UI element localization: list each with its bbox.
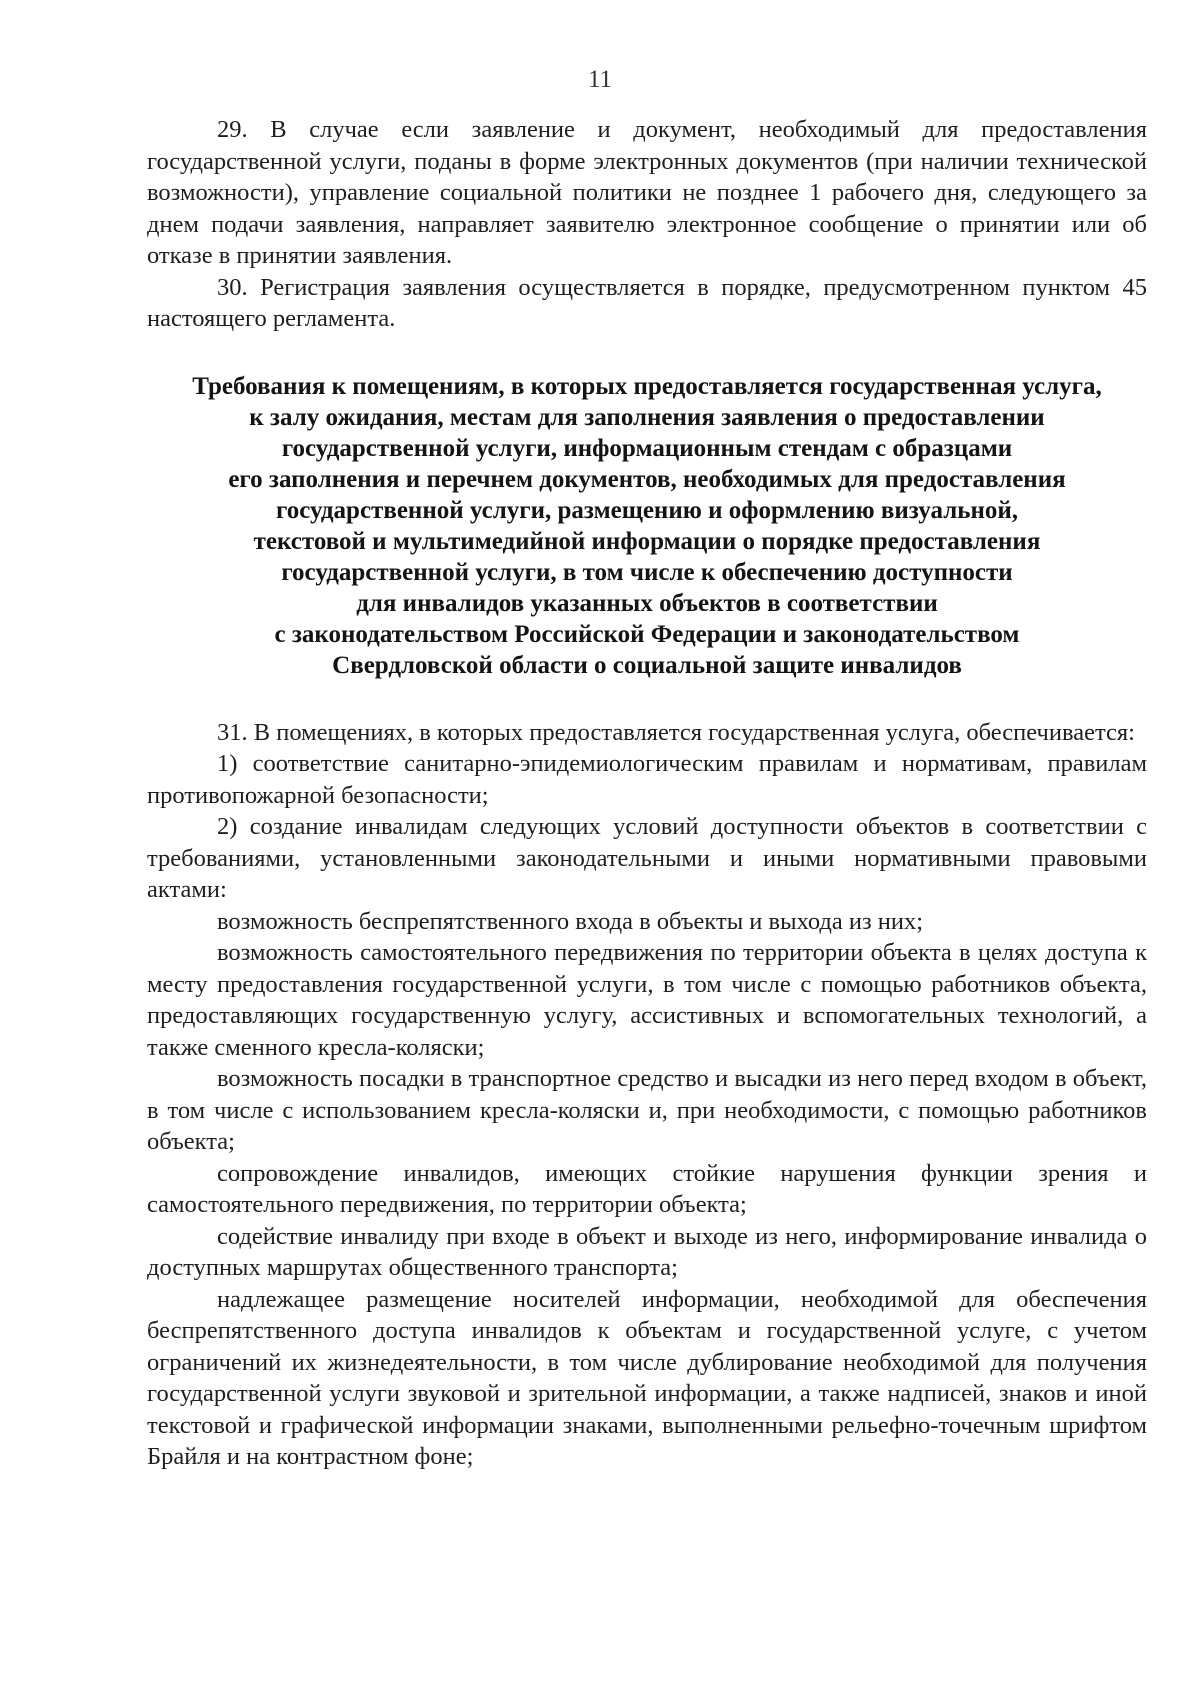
section-heading-line: для инвалидов указанных объектов в соответствии bbox=[356, 589, 938, 617]
accessibility-item: возможность беспрепятственного входа в объекты и выхода из них; bbox=[217, 907, 924, 935]
paragraph-29: 29. В случае если заявление и документ, необходимый для предоставления государственной услуги, поданы в форме электронных документов (при наличии технической возможности), управление социальной политики не позднее 1 рабочего дня, следующего за днем подачи заявления, направляет заявителю электронное сообщение о принятии или об отказе в принятии заявления. bbox=[147, 116, 1147, 269]
paragraph-30: 30. Регистрация заявления осуществляется в порядке, предусмотренном пунктом 45 настоящего регламента. bbox=[147, 273, 1147, 332]
list-item-1: 1) соответствие санитарно-эпидемиологическим правилам и нормативам, правилам противопожарной безопасности; bbox=[147, 750, 1147, 809]
section-heading-line: его заполнения и перечнем документов, необходимых для предоставления bbox=[228, 465, 1066, 493]
section-heading-line: государственной услуги, в том числе к обеспечению доступности bbox=[281, 558, 1013, 586]
paragraph-31: 31. В помещениях, в которых предоставляется государственная услуга, обеспечивается: bbox=[217, 718, 1135, 746]
section-heading-line: Свердловской области о социальной защите инвалидов bbox=[332, 651, 962, 679]
section-heading-line: с законодательством Российской Федерации и законодательством bbox=[274, 620, 1020, 648]
section-heading-line: текстовой и мультимедийной информации о порядке предоставления bbox=[253, 527, 1041, 555]
accessibility-item: сопровождение инвалидов, имеющих стойкие нарушения функции зрения и самостоятельного передвижения, по территории объекта; bbox=[147, 1159, 1147, 1218]
document-body bbox=[147, 114, 1147, 1473]
accessibility-item: содействие инвалиду при входе в объект и выходе из него, информирование инвалида о доступных маршрутах общественного транспорта; bbox=[147, 1222, 1147, 1281]
page-number: 11 bbox=[587, 66, 613, 93]
accessibility-item: возможность посадки в транспортное средство и высадки из него перед входом в объект, в том числе с использованием кресла-коляски и, при необходимости, с помощью работников объекта; bbox=[147, 1065, 1147, 1155]
section-heading-line: к залу ожидания, местам для заполнения заявления о предоставлении bbox=[249, 403, 1045, 431]
list-item-2: 2) создание инвалидам следующих условий доступности объектов в соответствии с требованиями, установленными законодательными и иными нормативными правовыми актами: bbox=[147, 813, 1147, 903]
section-heading-line: государственной услуги, информационным стендам с образцами bbox=[281, 434, 1013, 462]
section-heading-line: Требования к помещениям, в которых предоставляется государственная услуга, bbox=[192, 372, 1102, 400]
section-heading-line: государственной услуги, размещению и оформлению визуальной, bbox=[275, 496, 1019, 524]
accessibility-item: надлежащее размещение носителей информации, необходимой для обеспечения беспрепятственного доступа инвалидов к объектам и государственной услуге, с учетом ограничений их жизнедеятельности, в том числе дублирование необходимой для получения государственной услуги звуковой и зрительной информации, а также надписей, знаков и иной текстовой и графической информации знаками, выполненными рельефно-точечным шрифтом Брайля и на контрастном фоне; bbox=[147, 1285, 1147, 1470]
section-heading bbox=[147, 371, 1147, 681]
accessibility-item: возможность самостоятельного передвижения по территории объекта в целях доступа к месту предоставления государственной услуги, в том числе с помощью работников объекта, предоставляющих государственную услугу, ассистивных и вспомогательных технологий, а также сменного кресла-коляски; bbox=[147, 939, 1147, 1061]
